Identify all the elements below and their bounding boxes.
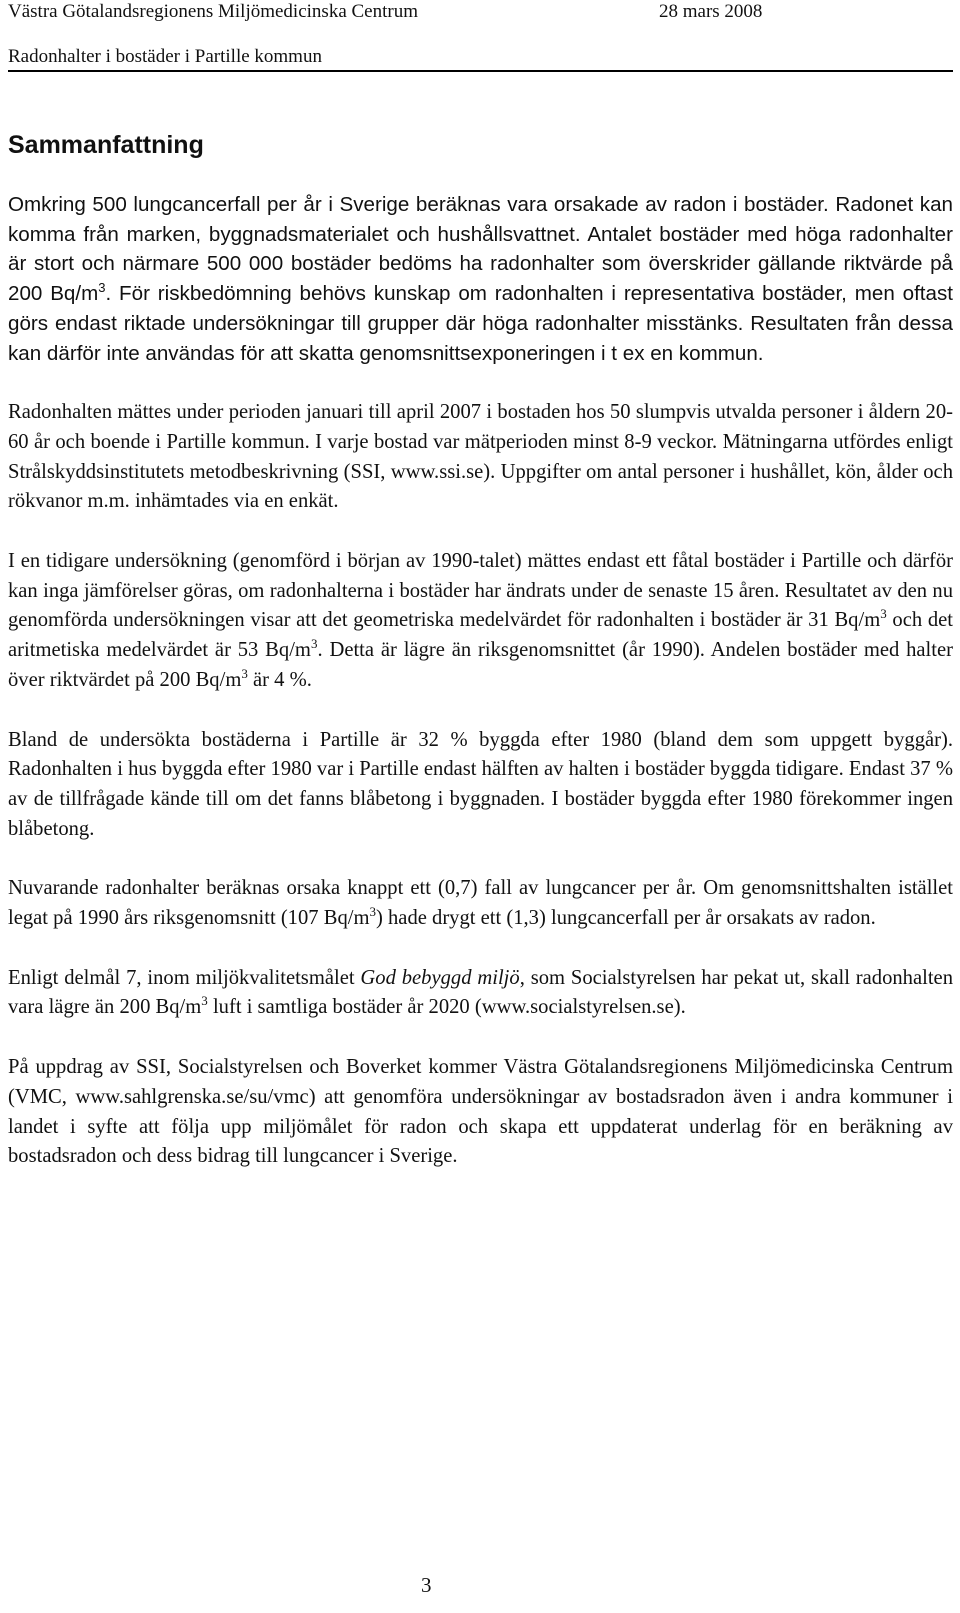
superscript: 3 (310, 636, 318, 652)
paragraph-intro-part-b: . För riskbedömning behövs kunskap om radonhalten i representativa bostäder, men oftast görs endast riktade undersökningar till grupper där höga radonhalter misstänks. Resultaten från dessa kan därför inte användas för att skatta genomsnittsexponeringen i t ex en kommun. (8, 282, 953, 365)
paragraph-results-part-a: I en tidigare undersökning (genomförd i början av 1990-talet) mättes endast ett fåtal bostäder i Partille och därför kan inga jämförelser göras, om radonhalterna i bostäder har ändrats under de senaste 15 åren. Resultatet av den nu genomförda undersökningen visar att det geometriska medelvärdet för radonhalten i bostäder är 31 Bq/m (8, 550, 953, 632)
paragraph-risk-part-b: ) hade drygt ett (1,3) lungcancerfall per år orsakats av radon. (376, 907, 876, 930)
paragraph-goal-part-b: , som Socialstyrelsen har pekat ut, skall radonhalten vara lägre än 200 Bq/m (8, 966, 953, 1019)
paragraph-building-age: Bland de undersökta bostäderna i Partille är 32 % byggda efter 1980 (bland dem som uppgett byggår). Radonhalten i hus byggda efter 1980 var i Partille endast hälften av halten i bostäder byggda tidigare. Endast 37 % av de tillfrågade kände till om det fanns blåbetong i byggnaden. I bostäder byggda efter 1980 förekommer ingen blåbetong. (8, 728, 953, 840)
paragraph-risk-part-a: Nuvarande radonhalter beräknas orsaka knappt ett (0,7) fall av lungcancer per år. Om genomsnittshalten istället legat på 1990 års riksgenomsnitt (107 Bq/m (8, 877, 953, 930)
header-date: 28 mars 2008 (659, 1, 763, 22)
paragraph-intro (8, 190, 953, 368)
paragraph-environmental-goal (8, 964, 953, 1023)
paragraph-intro-part-a: Omkring 500 lungcancerfall per år i Sverige beräknas vara orsakade av radon i bostäder. Radonet kan komma från marken, byggnadsmaterialet och hushållsvattnet. Antalet bostäder med höga radonhalter är stort och närmare 500 000 bostäder bedöms ha radonhalter som överskrider gällande riktvärde på 200 Bq/m (8, 193, 953, 306)
paragraph-goal-part-a: Enligt delmål 7, inom miljökvalitetsmålet (8, 966, 361, 989)
header-report-title: Radonhalter i bostäder i Partille kommun (8, 46, 322, 67)
paragraph-method: Radonhalten mättes under perioden januari till april 2007 i bostaden hos 50 slumpvis utvalda personer i åldern 20-60 år och boende i Partille kommun. I varje bostad var mätperioden minst 8-9 veckor. Mätningarna utfördes enligt Strålskyddsinstitutets metodbeskrivning (SSI, www.ssi.se). Uppgifter om antal personer i hushållet, kön, ålder och rökvanor m.m. inhämtades via en enkät. (8, 401, 953, 513)
paragraph-results-part-c: . Detta är lägre än riksgenomsnittet (år 1990). Andelen bostäder med halter över riktvärdet på 200 Bq/m (8, 639, 954, 691)
superscript: 3 (880, 606, 887, 622)
superscript: 3 (369, 904, 376, 920)
superscript: 3 (98, 280, 106, 296)
header-organization: Västra Götalandsregionens Miljömedicinska Centrum (8, 1, 418, 22)
goal-name: God bebyggd miljö (360, 966, 520, 989)
paragraph-results-part-d: är 4 %. (247, 668, 312, 691)
paragraph-results (8, 547, 953, 696)
paragraph-assignment: På uppdrag av SSI, Socialstyrelsen och Boverket kommer Västra Götalandsregionens Miljömedicinska Centrum (VMC, www.sahlgrenska.se/su/vmc) att genomföra undersökningar av bostadsradon även i andra kommuner i landet i syfte att följa upp miljömålet för radon och skapa ett uppdaterat underlag för en beräkning av bostadsradon och dess bidrag till lungcancer i Sverige. (8, 1056, 953, 1168)
page-header (8, 0, 953, 72)
summary-body (8, 190, 953, 1202)
paragraph-goal-part-c: luft i samtliga bostäder år 2020 (www.socialstyrelsen.se). (207, 996, 686, 1019)
superscript: 3 (201, 993, 208, 1009)
superscript: 3 (241, 665, 248, 681)
section-title: Sammanfattning (8, 131, 204, 159)
page-number: 3 (421, 1573, 432, 1597)
paragraph-risk (8, 874, 953, 933)
paragraph-results-part-b: och det aritmetiska medelvärdet är 53 Bq/m (8, 609, 953, 662)
